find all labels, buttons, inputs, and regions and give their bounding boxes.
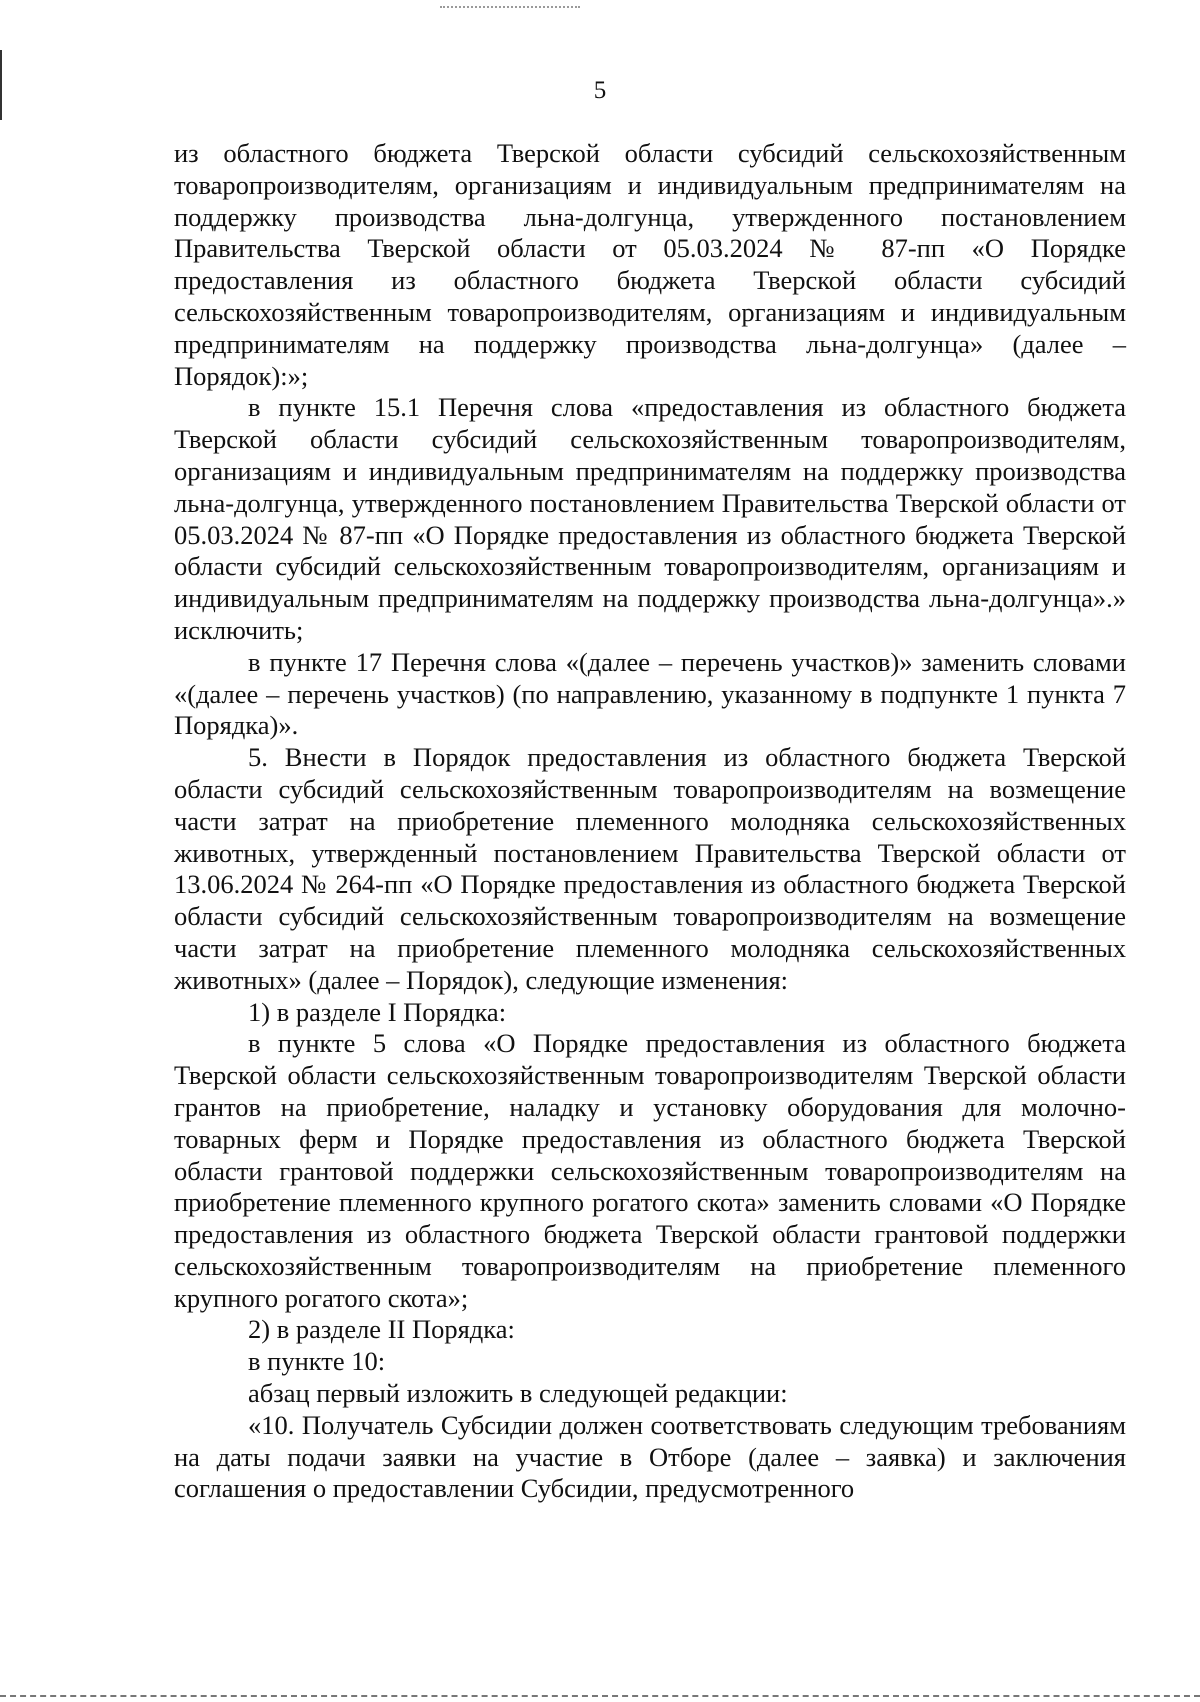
paragraph: абзац первый изложить в следующей редакции: xyxy=(248,1378,788,1409)
paragraph: «10. Получатель Субсидии должен соответствовать следующим требованиям на даты подачи заявки на участие в Отборе (далее – заявка) и заключения соглашения о предоставлении Субсидии, предусмотренного xyxy=(174,1409,1126,1504)
paragraph: в пункте 5 слова «О Порядке предоставления из областного бюджета Тверской области сельскохозяйственным товаропроизводителям Тверской области грантов на приобретение, наладку и установку оборудования для молочно-товарных ферм и Порядке предоставления из областного бюджета Тверской области грантовой поддержки сельскохозяйственным товаропроизводителям на приобретение племенного крупного рогатого скота» заменить словами «О Порядке предоставления из областного бюджета Тверской области грантовой поддержки сельскохозяйственным товаропроизводителям на приобретение племенного крупного рогатого скота»; xyxy=(174,1028,1126,1313)
paragraph: в пункте 17 Перечня слова «(далее – перечень участков)» заменить словами «(далее – перечень участков) (по направлению, указанному в подпункте 1 пункта 7 Порядка)». xyxy=(174,646,1126,741)
paragraph: 2) в разделе II Порядка: xyxy=(248,1314,515,1345)
scan-edge-top xyxy=(440,6,580,10)
paragraph: 1) в разделе I Порядка: xyxy=(248,996,507,1027)
scan-edge-bottom xyxy=(0,1695,1200,1697)
page-number: 5 xyxy=(593,77,607,104)
paragraph: 5. Внести в Порядок предоставления из областного бюджета Тверской области субсидий сельскохозяйственным товаропроизводителям на возмещение части затрат на приобретение племенного молодняка сельскохозяйственных животных, утвержденный постановлением Правительства Тверской области от 13.06.2024 № 264-пп «О Порядке предоставления из областного бюджета Тверской области субсидий сельскохозяйственным товаропроизводителям на возмещение части затрат на приобретение племенного молодняка сельскохозяйственных животных» (далее – Порядок), следующие изменения: xyxy=(174,742,1126,995)
paragraph: в пункте 10: xyxy=(248,1346,386,1377)
paragraph: в пункте 15.1 Перечня слова «предоставления из областного бюджета Тверской области субсидий сельскохозяйственным товаропроизводителям, организациям и индивидуальным предпринимателям на поддержку производства льна-долгунца, утвержденного постановлением Правительства Тверской области от 05.03.2024 № 87-пп «О Порядке предоставления из областного бюджета Тверской области субсидий сельскохозяйственным товаропроизводителям, организациям и индивидуальным предпринимателям на поддержку производства льна-долгунца».» исключить; xyxy=(174,392,1126,645)
document-body xyxy=(174,138,1126,1505)
paragraph: из областного бюджета Тверской области субсидий сельскохозяйственным товаропроизводителям, организациям и индивидуальным предпринимателям на поддержку производства льна-долгунца, утвержденного постановлением Правительства Тверской области от 05.03.2024 № 87-пп «О Порядке предоставления из областного бюджета Тверской области субсидий сельскохозяйственным товаропроизводителям, организациям и индивидуальным предпринимателям на поддержку производства льна-долгунца» (далее – Порядок):»; xyxy=(174,138,1126,391)
